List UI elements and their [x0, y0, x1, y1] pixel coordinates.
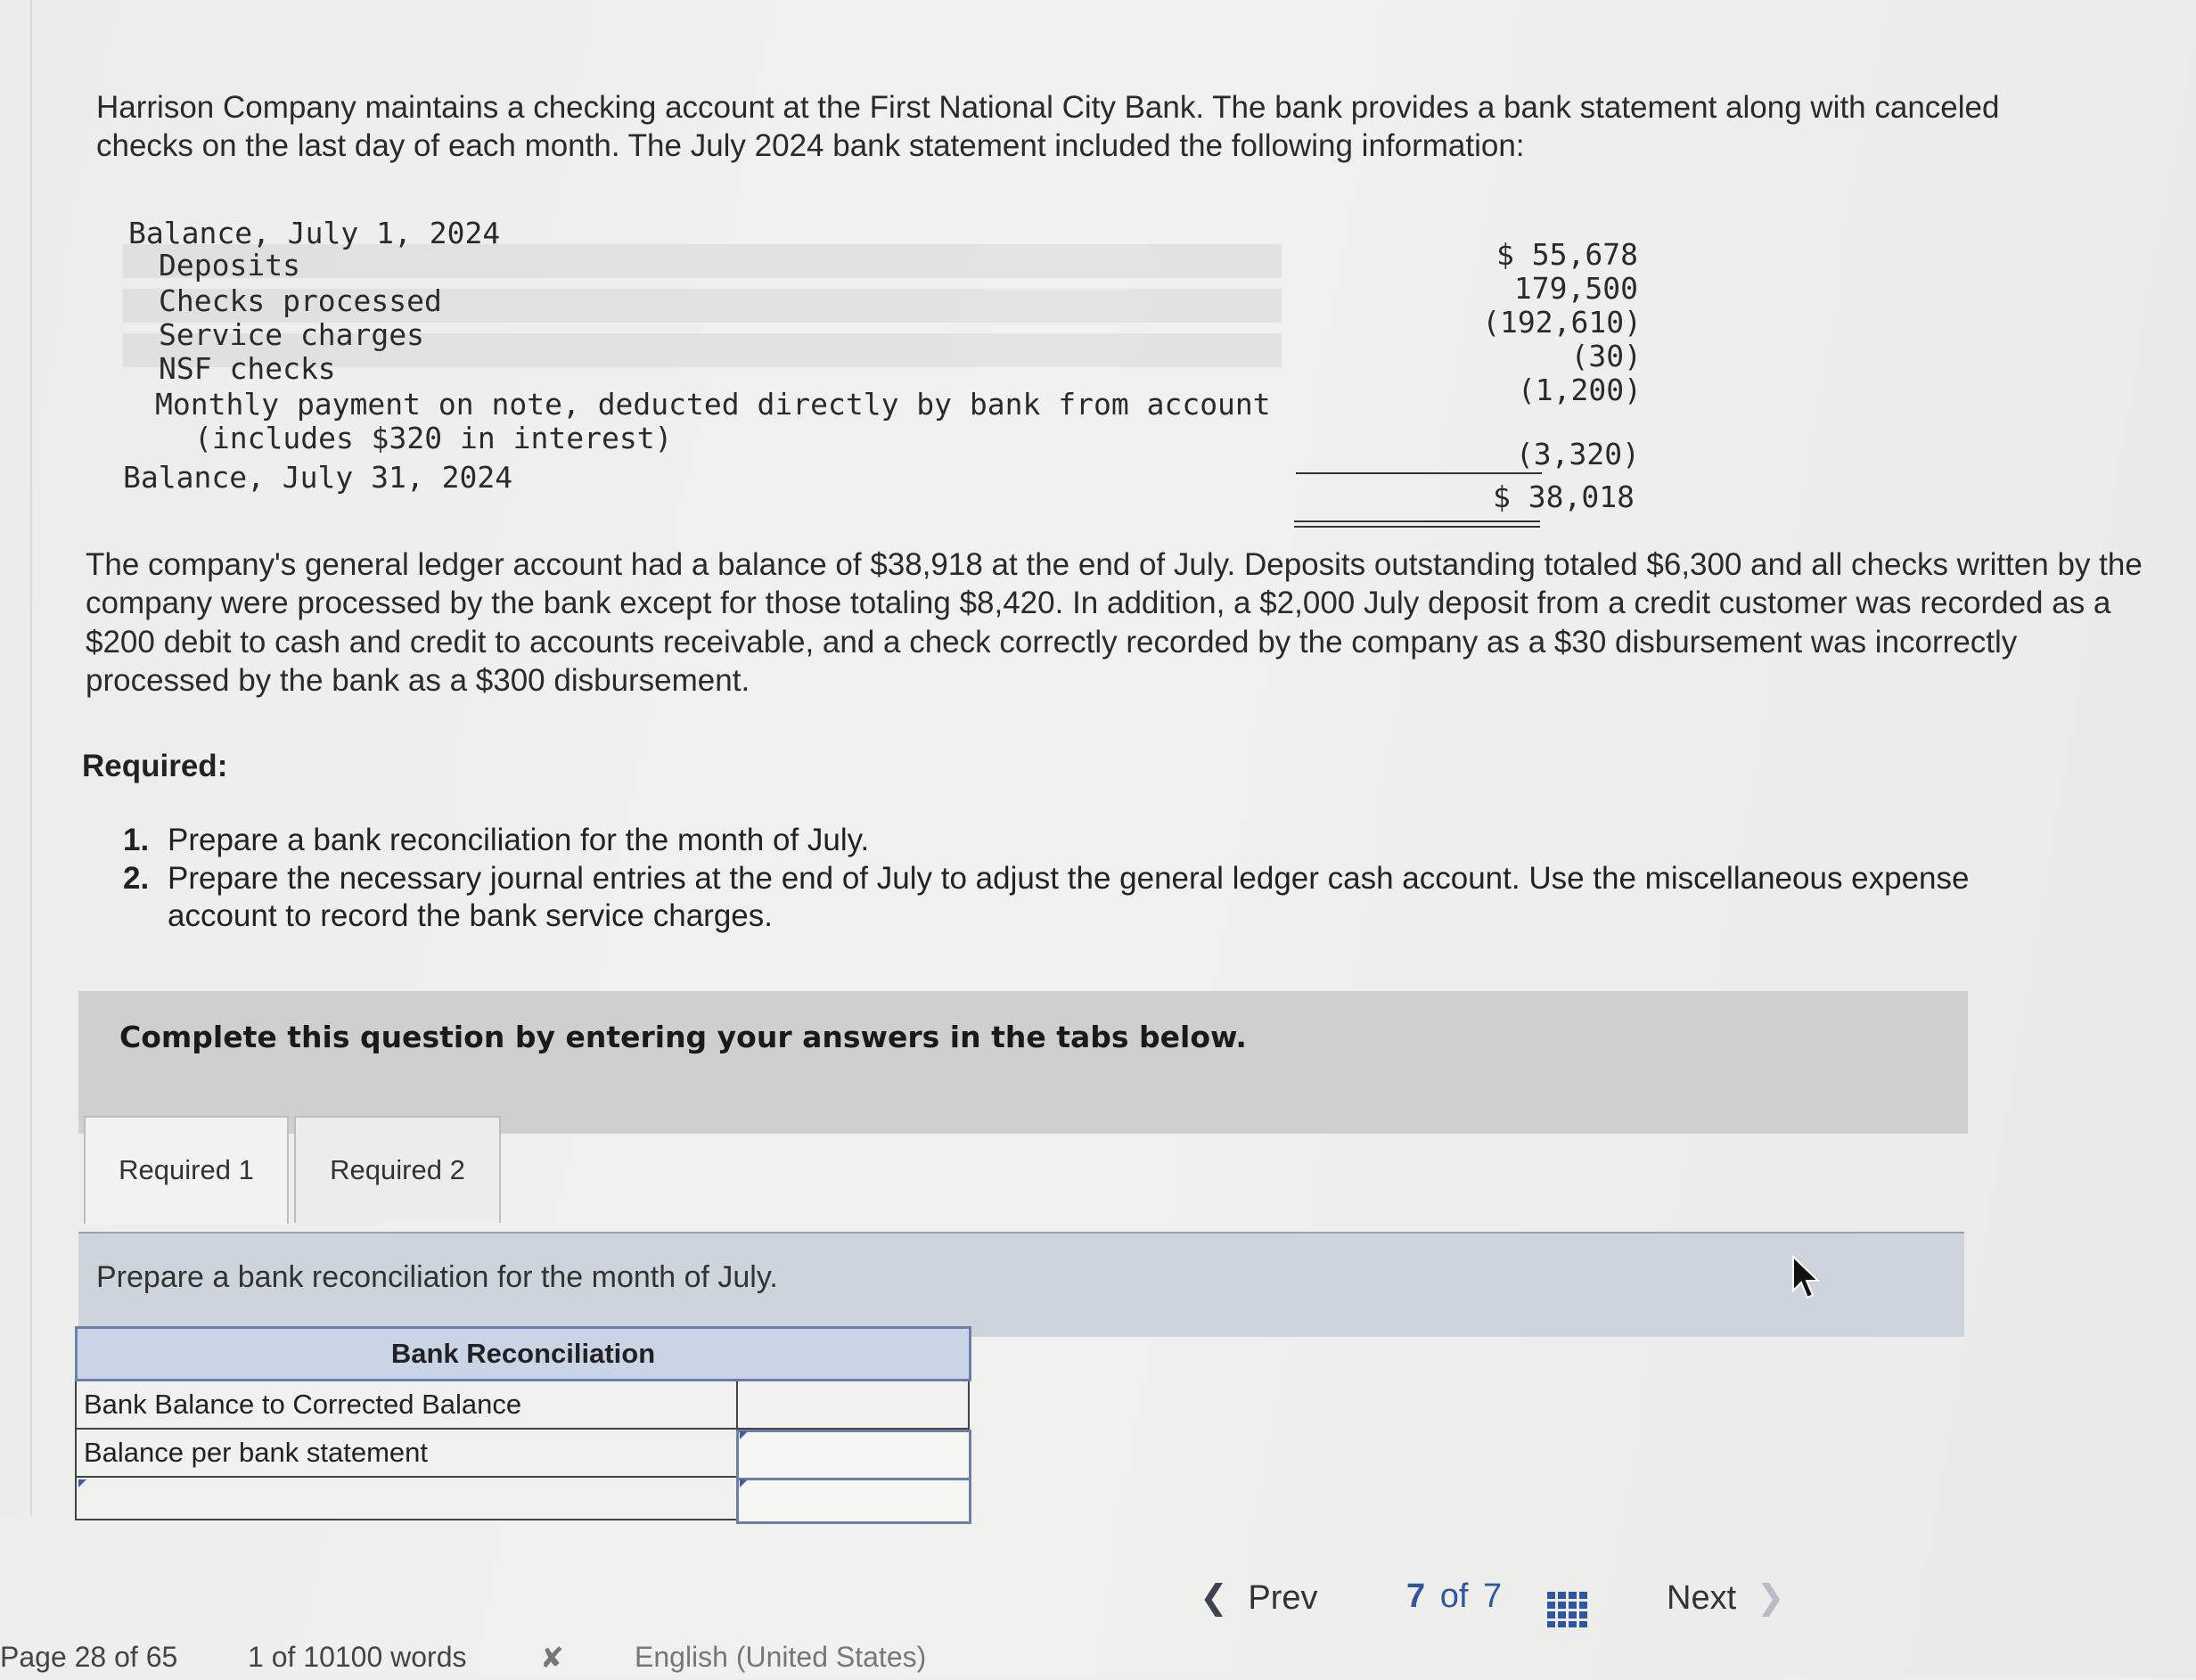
next-label: Next: [1667, 1579, 1737, 1617]
tab-label: Required 1: [119, 1154, 254, 1185]
next-button[interactable]: [1667, 1578, 1785, 1640]
reconciliation-label: Balance per bank statement: [84, 1437, 429, 1468]
statement-label: Balance, July 31, 2024: [123, 460, 513, 495]
tab-required-2[interactable]: [294, 1116, 501, 1223]
left-panel-edge: [0, 0, 32, 1515]
statement-label: Checks processed: [159, 283, 442, 318]
statement-label: NSF checks: [159, 351, 336, 386]
current-page: 7: [1406, 1578, 1426, 1615]
total-pages: 7: [1482, 1578, 1503, 1615]
reconciliation-header-cell: [736, 1381, 968, 1428]
proofing-icon[interactable]: ✘: [540, 1642, 564, 1674]
instruction-text: Complete this question by entering your answers in the tabs below.: [119, 1020, 1247, 1054]
page-indicator: [1406, 1578, 1502, 1640]
tab-required-1[interactable]: [84, 1116, 289, 1225]
input-marker: [740, 1479, 748, 1487]
page-of: of: [1439, 1578, 1469, 1615]
required-item: [123, 822, 2057, 860]
tab-panel-prompt-bar: [78, 1232, 1964, 1337]
statement-amount: 179,500: [1513, 271, 1638, 306]
grid-icon-svg: [1547, 1592, 1588, 1627]
status-language[interactable]: English (United States): [635, 1641, 927, 1673]
statement-total: $ 38,018: [1493, 479, 1635, 514]
item-number: 1.: [123, 823, 150, 857]
reconciliation-amount-input[interactable]: [736, 1478, 971, 1524]
statement-label: Monthly payment on note, deducted directly by bank from account: [155, 387, 1271, 422]
double-rule-top: [1294, 520, 1540, 522]
input-marker: [740, 1431, 748, 1439]
status-bar: [0, 1635, 2196, 1680]
tab-panel-prompt: Prepare a bank reconciliation for the month of July.: [96, 1260, 778, 1294]
statement-amount: (3,320): [1515, 437, 1640, 471]
statement-label: Service charges: [159, 317, 425, 352]
item-text: Prepare the necessary journal entries at the end of July to adjust the general ledger cash account. Use the miscellaneous expense account to record the bank service charges.: [168, 860, 1970, 934]
reconciliation-row: [75, 1381, 970, 1430]
instruction-banner: [78, 991, 1968, 1134]
required-heading: Required:: [82, 749, 228, 783]
tab-label: Required 2: [330, 1154, 465, 1185]
reconciliation-title: Bank Reconciliation: [75, 1326, 971, 1381]
status-page-count: Page 28 of 65: [0, 1641, 178, 1673]
required-item: [123, 860, 2057, 936]
problem-intro: Harrison Company maintains a checking account at the First National City Bank. The bank provides a bank statement along with canceled checks on the last day of each month. The July 2024 bank statement included the following information:: [96, 90, 2000, 163]
double-rule-bottom: [1294, 526, 1540, 528]
statement-label-continued: (includes $320 in interest): [194, 421, 673, 455]
statement-label: Deposits: [159, 248, 300, 283]
item-number: 2.: [123, 860, 150, 896]
subtotal-rule: [1296, 472, 1542, 474]
chevron-left-icon: ❮: [1200, 1579, 1228, 1617]
statement-amount: $ 55,678: [1496, 237, 1638, 272]
chevron-right-icon: ❯: [1756, 1579, 1785, 1617]
reconciliation-row: [75, 1478, 970, 1520]
input-marker: [78, 1479, 86, 1487]
required-list: [123, 822, 2057, 936]
grid-icon[interactable]: [1547, 1592, 1588, 1632]
statement-amount: (30): [1570, 339, 1642, 373]
problem-details: The company's general ledger account had a balance of $38,918 at the end of July. Deposits outstanding totaled $6,300 and all checks written by the company were processed by the bank except for those totaling $8,420. In addition, a $2,000 July deposit from a credit customer was recorded as a $200 debit to cash and credit to accounts receivable, and a check correctly recorded by the company as a $30 disbursement was incorrectly processed by the bank as a $300 disbursement.: [86, 547, 2143, 699]
prev-button[interactable]: [1200, 1578, 1318, 1640]
balance-per-bank-input[interactable]: [736, 1430, 971, 1481]
statement-amount: (1,200): [1517, 373, 1642, 407]
reconciliation-row: [75, 1430, 970, 1478]
status-word-count: 1 of 10100 words: [248, 1641, 467, 1673]
statement-amount: (192,610): [1482, 305, 1642, 340]
prev-label: Prev: [1248, 1579, 1318, 1617]
reconciliation-label: Bank Balance to Corrected Balance: [84, 1389, 522, 1420]
statement-label: Balance, July 1, 2024: [128, 216, 501, 250]
item-text: Prepare a bank reconciliation for the month of July.: [168, 823, 870, 857]
mouse-cursor-icon: [1790, 1255, 1825, 1301]
